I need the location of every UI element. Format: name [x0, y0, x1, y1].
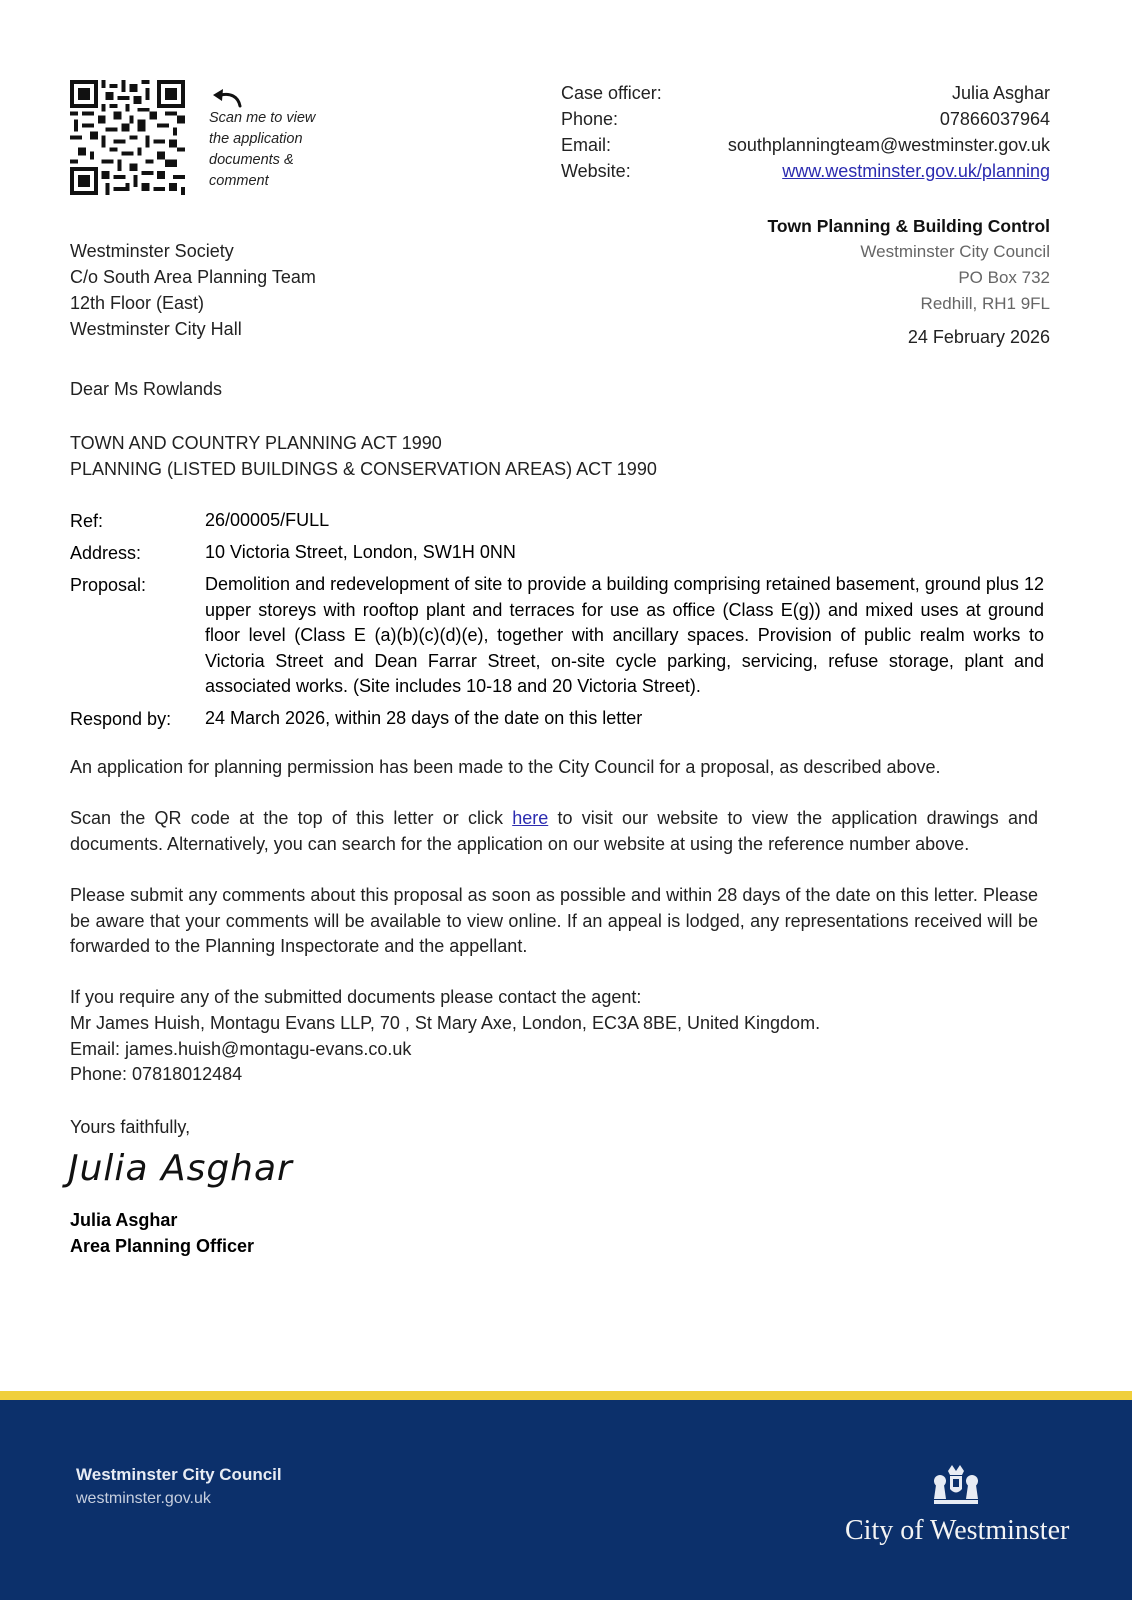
application-details — [70, 508, 1044, 738]
contact-row-website — [561, 158, 1050, 184]
letter-date: 24 February 2026 — [907, 327, 1050, 347]
signoff-title: Area Planning Officer — [70, 1236, 255, 1256]
city-crest-icon — [928, 1463, 984, 1507]
respond-by-date: 24 March 2026, within 28 days of the date on this letter — [205, 707, 643, 728]
detail-row-ref — [70, 508, 1044, 534]
qr-code-icon[interactable] — [70, 80, 185, 195]
contact-label: Email: — [561, 135, 612, 155]
case-officer-name: Julia Asghar — [951, 83, 1050, 103]
agent-phone: Phone: 07818012484 — [70, 1064, 243, 1085]
contact-row-email — [561, 132, 1050, 158]
detail-label: Respond by: — [70, 708, 172, 729]
recipient-address — [70, 238, 316, 342]
closing: Yours faithfully, — [70, 1117, 191, 1137]
footer-url: westminster.gov.uk — [76, 1490, 211, 1507]
acts-heading — [70, 430, 657, 482]
department-line: PO Box 732 — [958, 268, 1050, 287]
footer-city-of-westminster: City of Westminster — [845, 1515, 1070, 1546]
contact-row-case-officer — [561, 80, 1050, 106]
department-line: Westminster City Council — [860, 242, 1050, 261]
email-address: southplanningteam@westminster.gov.uk — [727, 135, 1050, 155]
contact-label: Case officer: — [561, 83, 662, 103]
agent-line: If you require any of the submitted documents please contact the agent: — [70, 987, 642, 1008]
contact-label: Phone: — [561, 109, 619, 129]
detail-label: Ref: — [70, 511, 104, 531]
department-name: Town Planning & Building Control — [767, 216, 1050, 236]
signoff-name: Julia Asghar — [70, 1210, 178, 1230]
body-text: to visit our website to view the application drawings and documents. Alternatively, you can search for the application on our website at using the reference number above. — [70, 808, 1038, 854]
agent-contact — [70, 985, 1038, 1087]
body-paragraph: An application for planning permission has been made to the City Council for a proposal, as described above. — [70, 757, 941, 777]
contact-label: Website: — [561, 161, 631, 181]
detail-row-respond-by — [70, 706, 1044, 732]
signoff — [70, 1207, 254, 1259]
body-text: Scan the QR code at the top of this letter or click — [70, 808, 513, 829]
recipient-line: Westminster City Hall — [70, 319, 242, 339]
qr-caption-line: the application — [209, 131, 303, 147]
reference-number: 26/00005/FULL — [205, 510, 330, 530]
qr-caption — [209, 108, 339, 192]
act-line: PLANNING (LISTED BUILDINGS & CONSERVATION AREAS) ACT 1990 — [70, 459, 657, 479]
detail-label: Address: — [70, 543, 142, 563]
detail-row-address — [70, 540, 1044, 566]
department-line: Redhill, RH1 9FL — [920, 294, 1050, 313]
detail-row-proposal — [70, 572, 1044, 700]
qr-caption-line: documents & — [209, 152, 294, 168]
body-paragraph: Please submit any comments about this proposal as soon as possible and within 28 days of the date on this letter. Please be aware that your comments will be available to view online. If an appeal is lodged, any representations received will be forwarded to the Planning Inspectorate and the appellant. — [70, 884, 1038, 957]
detail-label: Proposal: — [70, 575, 147, 595]
curved-arrow-icon — [210, 88, 244, 110]
body-paragraph — [70, 806, 1038, 857]
proposal-description: Demolition and redevelopment of site to provide a building comprising retained basement, ground plus 12 upper storeys with rooftop plant and terraces for use as office (Class E(g)) and mixed uses at ground floor level (Class E (a)(b)(c)(d)(e), together with ancillary spaces. Provision of public realm works to Victoria Street and Dean Farrar Street, on-site cycle parking, servicing, refuse storage, plant and associated works. (Site includes 10-18 and 20 Victoria Street). — [205, 574, 1044, 697]
department-address — [767, 213, 1050, 317]
phone-number: 07866037964 — [939, 109, 1050, 129]
contact-block — [561, 80, 1050, 184]
footer-council-name: Westminster City Council — [76, 1465, 282, 1484]
act-line: TOWN AND COUNTRY PLANNING ACT 1990 — [70, 433, 442, 453]
agent-line: Mr James Huish, Montagu Evans LLP, 70 , St Mary Axe, London, EC3A 8BE, United Kingdom. — [70, 1012, 821, 1033]
site-address: 10 Victoria Street, London, SW1H 0NN — [205, 542, 516, 562]
website-link[interactable]: www.westminster.gov.uk/planning — [782, 161, 1050, 181]
handwritten-signature: Julia Asghar — [68, 1148, 293, 1189]
contact-row-phone — [561, 106, 1050, 132]
qr-caption-line: Scan me to view — [209, 110, 316, 126]
recipient-line: C/o South Area Planning Team — [70, 267, 316, 287]
salutation: Dear Ms Rowlands — [70, 379, 223, 399]
letter-body — [70, 755, 1038, 1088]
recipient-line: Westminster Society — [70, 241, 234, 261]
recipient-line: 12th Floor (East) — [70, 293, 205, 313]
here-link[interactable]: here — [512, 808, 549, 829]
qr-caption-line: comment — [209, 173, 269, 189]
agent-email: Email: james.huish@montagu-evans.co.uk — [70, 1038, 412, 1059]
